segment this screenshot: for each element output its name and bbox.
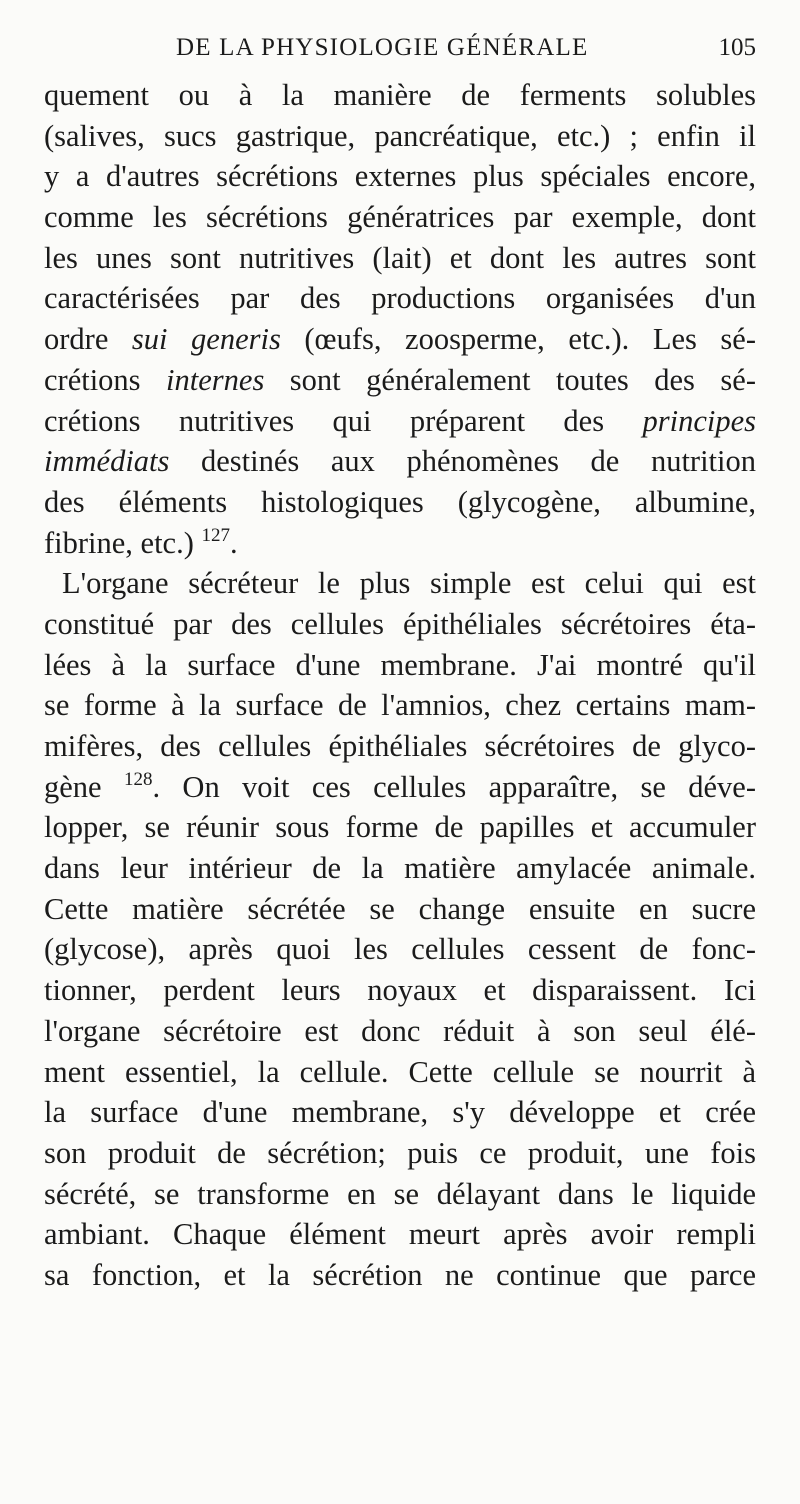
text-line: quement ou à la manière de ferments solubles (44, 78, 756, 112)
text-line: (salives, sucs gastrique, pancréatique, etc.) ; enfin il (44, 118, 756, 153)
text-line: l'organe sécrétoire est donc réduit à son seul élé- (44, 1013, 756, 1048)
text-line: se forme à la surface de l'amnios, chez certains mam- (44, 688, 756, 723)
italic-term: immédiats (44, 444, 170, 479)
text-line: dans leur intérieur de la matière amylacée animale. (44, 851, 756, 886)
text-line (44, 767, 756, 808)
text-line: sécrété, se transforme en se délayant dans le liquide (44, 1176, 756, 1211)
text-line (44, 360, 756, 401)
footnote-ref: 127 (201, 524, 231, 546)
text-line: sa fonction, et la sécrétion ne continue que parce (44, 1257, 756, 1292)
text-segment: ordre (44, 322, 132, 357)
italic-term: internes (166, 362, 265, 397)
paragraph-2 (44, 563, 756, 1295)
text-segment: crétions nutritives qui préparent des (44, 403, 643, 438)
text-line: Cette matière sécrétée se change ensuite en sucre (44, 891, 756, 926)
text-segment: destinés aux phénomènes de nutrition (169, 444, 756, 479)
text-line: ment essentiel, la cellule. Cette cellule se nourrit à (44, 1054, 756, 1089)
text-line: tionner, perdent leurs noyaux et disparaissent. Ici (44, 973, 756, 1008)
text-segment: . (230, 525, 238, 560)
text-segment: (œufs, zoosperme, etc.). Les sé- (280, 322, 756, 357)
text-line: caractérisées par des productions organisées d'un (44, 281, 756, 316)
italic-term: sui generis (131, 322, 281, 357)
text-segment: fibrine, etc.) (44, 525, 202, 560)
text-line (44, 319, 756, 360)
text-line: y a d'autres sécrétions externes plus spéciales encore, (44, 159, 756, 194)
text-line: la surface d'une membrane, s'y développe et crée (44, 1095, 756, 1130)
text-line: des éléments histologiques (glycogène, albumine, (44, 484, 756, 519)
text-line: lées à la surface d'une membrane. J'ai montré qu'il (44, 647, 756, 682)
text-line: L'organe sécréteur le plus simple est celui qui est (62, 566, 756, 601)
text-segment: gène (44, 769, 124, 804)
italic-term: principes (642, 403, 756, 438)
text-line: les unes sont nutritives (lait) et dont les autres sont (44, 240, 756, 275)
footnote-ref: 128 (123, 768, 153, 790)
text-line: son produit de sécrétion; puis ce produit, une fois (44, 1135, 756, 1170)
text-line (44, 401, 756, 442)
text-line: ambiant. Chaque élément meurt après avoir rempli (44, 1217, 756, 1252)
running-title: DE LA PHYSIOLOGIE GÉNÉRALE (176, 34, 589, 61)
text-segment: . On voit ces cellules apparaître, se déve- (152, 769, 757, 804)
text-segment: crétions (44, 362, 167, 397)
page-number: 105 (718, 34, 756, 61)
text-line (44, 441, 756, 482)
paragraph-1 (44, 75, 756, 563)
text-line (44, 523, 756, 564)
text-line: lopper, se réunir sous forme de papilles et accumuler (44, 810, 756, 845)
running-head (176, 34, 756, 70)
text-line: (glycose), après quoi les cellules cessent de fonc- (44, 932, 756, 967)
body-text (44, 75, 756, 1296)
text-segment: sont généralement toutes des sé- (264, 362, 756, 397)
text-line: mifères, des cellules épithéliales sécrétoires de glyco- (44, 729, 756, 763)
text-line: comme les sécrétions génératrices par exemple, dont (44, 200, 756, 235)
text-line: constitué par des cellules épithéliales sécrétoires éta- (44, 606, 756, 641)
